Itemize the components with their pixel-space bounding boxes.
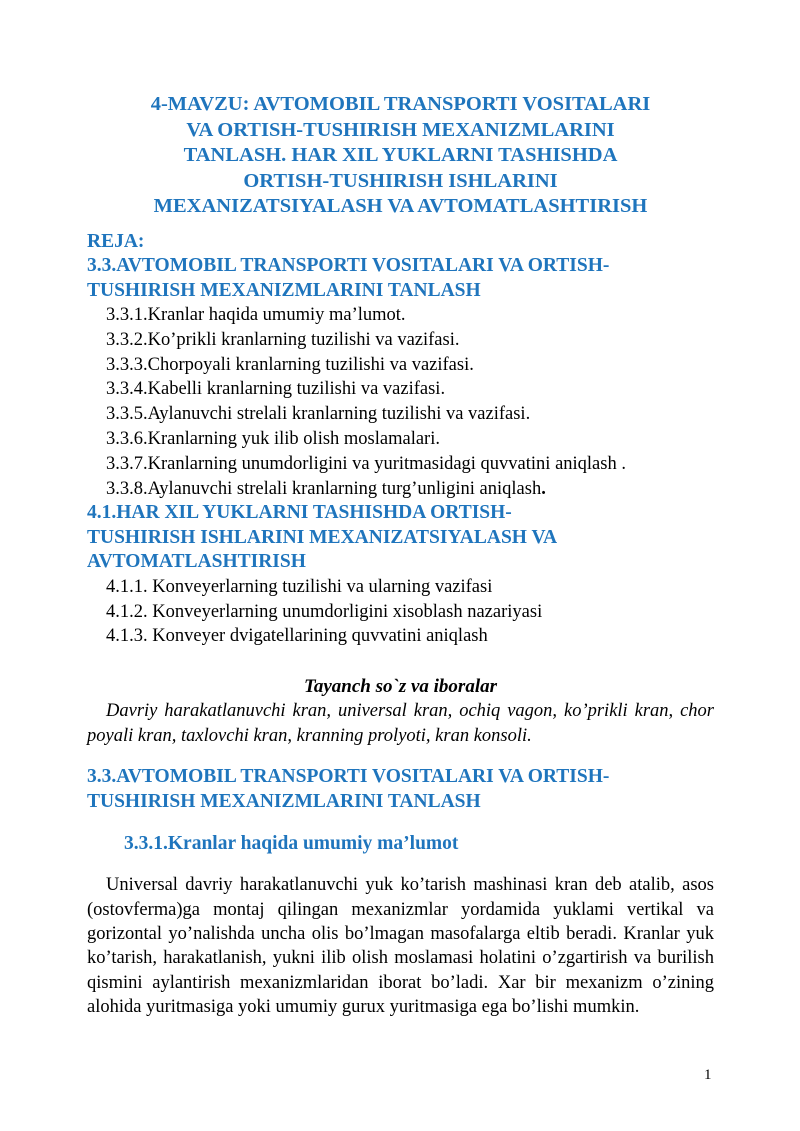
plan-item: 3.3.6.Kranlarning yuk ilib olish moslamalari. [106,428,440,449]
title-line: TANLASH. HAR XIL YUKLARNI TASHISHDA [183,144,618,166]
plan-item: 4.1.2. Konveyerlarning unumdorligini xisoblash nazariyasi [106,601,543,622]
heading-line: 3.3.AVTOMOBIL TRANSPORTI VOSITALARI VA ORTISH- [87,766,610,788]
plan-list-2 [87,575,714,649]
keywords-title: Tayanch so`z va iboralar [303,676,497,698]
reja-label: REJA: [87,230,145,252]
subsection-heading: 3.3.1.Kranlar haqida umumiy ma’lumot [124,833,459,855]
plan-item-dot: . [541,478,546,499]
document-page [87,92,714,1020]
plan-item: 3.3.7.Kranlarning unumdorligini va yuritmasidagi quvvatini aniqlash . [106,453,626,474]
title-line: 4-MAVZU: AVTOMOBIL TRANSPORTI VOSITALARI [150,93,651,115]
heading-line: AVTOMATLASHTIRISH [87,551,306,573]
heading-line: 4.1.HAR XIL YUKLARNI TASHISHDA ORTISH- [87,502,512,524]
body-paragraph: Universal davriy harakatlanuvchi yuk ko’tarish mashinasi kran deb atalib, asos (ostovferma)ga montaj qilingan mexanizmlar yordamida yuklami vertikal va gorizontal yo’nalishda uncha olis bo’lmagan masofalarga eltib beradi. Kranlar yuk ko’tarish, harakatlanish, yukni ilib olish moslamasi holatini o’zgartirish va burilish qismini aylantirish mexanizmlaridan iborat bo’ladi. Xar bir mexanizm o’zining alohida yuritmasiga yoki umumiy gurux yuritmasiga ega bo’lishi mumkin. [87,875,714,1018]
heading-line: TUSHIRISH ISHLARINI MEXANIZATSIYALASH VA [87,526,558,548]
title-line: VA ORTISH-TUSHIRISH MEXANIZMLARINI [186,118,615,141]
title-line: ORTISH-TUSHIRISH ISHLARINI [243,169,558,192]
heading-line: TUSHIRISH MEXANIZMLARINI TANLASH [87,279,481,301]
plan-item: 3.3.3.Chorpoyali kranlarning tuzilishi va vazifasi. [106,354,474,375]
plan-item: 4.1.3. Konveyer dvigatellarining quvvatini aniqlash [106,626,488,647]
plan-item-text: 3.3.8.Aylanuvchi strelali kranlarning turg’unligini aniqlash [106,478,542,499]
plan-item: 3.3.2.Ko’prikli kranlarning tuzilishi va vazifasi. [106,329,460,350]
document-title [87,92,714,220]
section-heading [87,765,714,814]
plan-item: 3.3.5.Aylanuvchi strelali kranlarning tuzilishi va vazifasi. [106,404,531,425]
heading-line: 3.3.AVTOMOBIL TRANSPORTI VOSITALARI VA ORTISH- [87,255,610,276]
plan-item: 3.3.1.Kranlar haqida umumiy ma’lumot. [106,305,406,325]
title-line: MEXANIZATSIYALASH VA AVTOMATLASHTIRISH [153,195,648,217]
plan-item: 3.3.4.Kabelli kranlarning tuzilishi va vazifasi. [106,379,446,400]
plan-item [106,477,714,502]
heading-line: TUSHIRISH MEXANIZMLARINI TANLASH [87,790,481,812]
page-number: 1 [704,1067,712,1083]
plan-section-heading [87,254,714,303]
plan-section2-heading [87,501,714,575]
plan-list [87,303,714,501]
keywords-text: Davriy harakatlanuvchi kran, universal kran, ochiq vagon, ko’prikli kran, chor poyali kran, taxlovchi kran, kranning prolyoti, kran konsoli. [87,701,714,746]
plan-item: 4.1.1. Konveyerlarning tuzilishi va ularning vazifasi [106,576,493,597]
